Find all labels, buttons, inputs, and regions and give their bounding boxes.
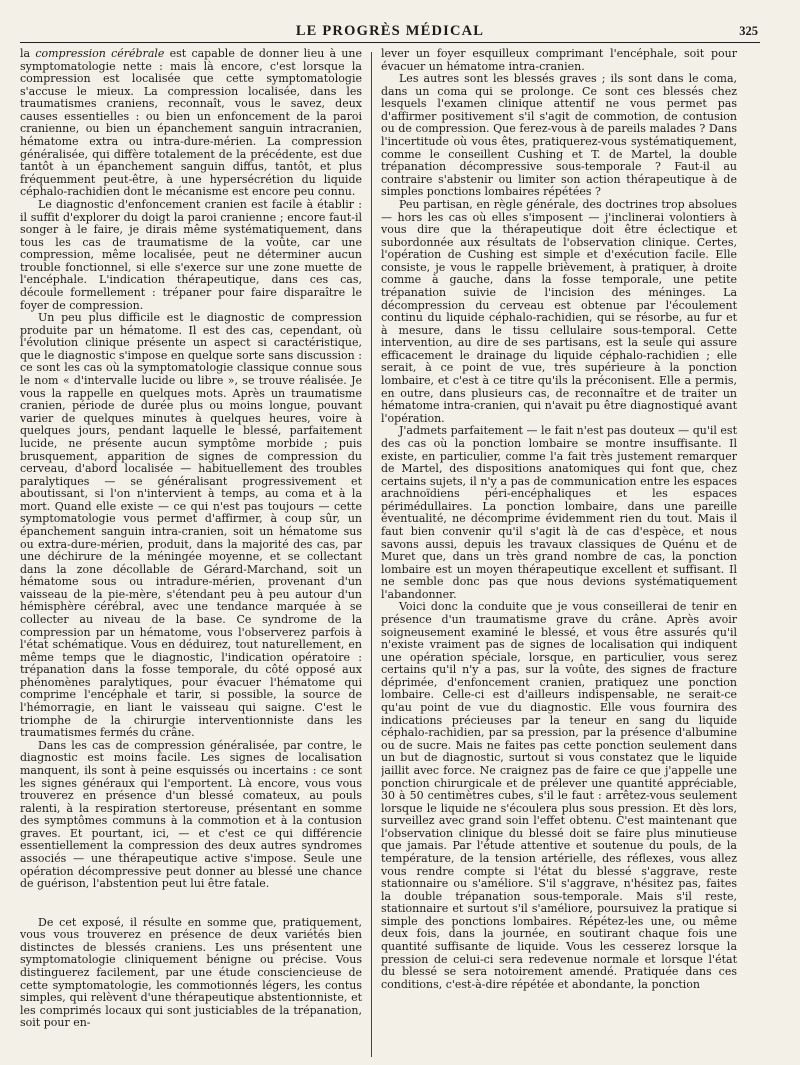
italic-term: compression cérébrale [35, 48, 165, 60]
column-divider [371, 52, 372, 1057]
paragraph: Un peu plus difficile est le diagnostic de compression produite par un hématome. Il est des cas, cependant, où l'évolution clinique présente un aspect si caractéristique, que le diagnostic s'impose en quelque sorte sans discussion : ce sont les cas où la symptomatologie classique connue sous le nom « d'intervalle lucide ou libre », se trouve réalisée. Je vous la rappelle en quelques mots. Après un traumatisme cranien, période de durée plus ou moins longue, pouvant varier de quelques minutes à quelques heures, voire à quelques jours, pendant laquelle le blessé, parfaitement lucide, ne présente aucun symptôme morbide ; puis brusquement, apparition de signes de compression du cerveau, d'abord localisée — habituellement des troubles paralytiques — se généralisant progressivement et aboutissant, si l'on n'intervient à temps, au coma et à la mort. Quand elle existe — ce qui n'est pas toujours — cette symptomatologie vous permet d'affirmer, à coup sûr, un épanchement sanguin intra-cranien, soit un hématome sus ou extra-dure-mérien, produit, dans la majorité des cas, par une déchirure de la méningée moyenne, et se collectant dans la zone décollable de Gérard-Marchand, soit un hématome sous ou intradure-mérien, provenant d'un vaisseau de la pie-mère, s'étendant peu à peu autour d'un hémisphère cérébral, avec une tendance marquée à se collecter au niveau de la base. Ce syndrome de la compression par un hématome, vous l'observerez parfois à l'état schématique. Vous en déduirez, tout naturellement, en même temps que le diagnostic, l'indication opératoire : trépanation dans la fosse temporale, du côté opposé aux phénomènes paralytiques, pour évacuer l'hématome qui comprime l'encéphale et tarir, si possible, la source de l'hémorragie, en liant le vaisseau qui saigne. C'est le triomphe de la chirurgie interventionniste dans les traumatismes fermés du crâne. [20, 311, 362, 740]
journal-title: LE PROGRÈS MÉDICAL [295, 23, 485, 39]
paragraph: Dans les cas de compression généralisée, par contre, le diagnostic est moins facile. Les signes de localisation manquent, ils sont à peine esquissés ou incertains : ce sont les signes généraux qui l'emportent. Là encore, vous vous trouverez en présence d'un blessé comateux, au pouls ralenti, à la respiration stertoreuse, présentant en somme des symptômes communs à la commotion et à la contusion graves. Et pourtant, ici, — et c'est ce qui différencie essentiellement la compression des deux autres syndromes associés — une thérapeutique active s'impose. Seule une opération décompressive peut donner au blessé une chance de guérison, l'abstention peut lui être fatale. [20, 738, 362, 891]
page-header [20, 20, 760, 43]
paragraph: De cet exposé, il résulte en somme que, pratiquement, vous vous trouverez en présence de deux variétés bien distinctes de blessés craniens. Les uns présentent une symptomatologie cliniquement bénigne ou précise. Vous distinguerez facilement, par une étude consciencieuse de cette symptomatologie, les commotionnés légers, les contus simples, qui relèvent d'une thérapeutique abstentionniste, et les comprimés locaux qui sont justiciables de la trépanation, soit pour en- [20, 915, 362, 1030]
right-column [381, 48, 737, 1055]
paragraph: Le diagnostic d'enfoncement cranien est facile à établir : il suffit d'explorer du doigt la paroi cranienne ; encore faut-il songer à le faire, je dirais même systématiquement, dans tous les cas de traumatisme de la voûte, car une compression, même localisée, peut ne déterminer aucun trouble fonctionnel, si elle s'exerce sur une zone muette de l'encéphale. L'indication thérapeutique, dans ces cas, découle formellement : trépaner pour faire disparaître le foyer de compression. [20, 197, 362, 312]
left-column [20, 48, 362, 1055]
paragraph: Les autres sont les blessés graves ; ils sont dans le coma, dans un coma qui se prolonge. Ce sont ces blessés chez lesquels l'examen clinique attentif ne vous permet pas d'affirmer positivement s'il s'agit de commotion, de contusion ou de compression. Que ferez-vous à de pareils malades ? Dans l'incertitude où vous êtes, pratiquerez-vous systématiquement, comme le conseillent Cushing et T. de Martel, la double trépanation décompressive sous-temporale ? Faut-il au contraire s'abstenir ou limiter son action thérapeutique à de simples ponctions lombaires répétées ? [381, 72, 737, 199]
paragraph: la compression cérébrale est capable de donner lieu à une symptomatologie nette : mais là encore, c'est lorsque la compression est localisée que cette symptomatologie s'accuse le mieux. La compression localisée, dans les traumatismes craniens, reconnaît, vous le savez, deux causes essentielles : ou bien un enfoncement de la paroi cranienne, ou bien un épanchement sanguin intracranien, hématome extra ou intra-dure-mérien. La compression généralisée, qui diffère totalement de la précédente, est due tantôt à un épanchement sanguin diffus, tantôt, et plus fréquemment peut-être, à une hypersécrétion du liquide céphalo-rachidien dont le mécanisme est encore peu connu. [20, 48, 362, 199]
page-number: 325 [739, 24, 758, 38]
paragraph: Peu partisan, en règle générale, des doctrines trop absolues — hors les cas où elles s'imposent — j'inclinerai volontiers à vous dire que la thérapeutique doit être éclectique et subordonnée aux résultats de l'observation clinique. Certes, l'opération de Cushing est simple et d'exécution facile. Elle consiste, je vous le rappelle brièvement, à pratiquer, à droite comme à gauche, dans la fosse temporale, une petite trépanation suivie de l'incision des méninges. La décompression du cerveau est obtenue par l'écoulement continu du liquide céphalo-rachidien, qui se résorbe, au fur et à mesure, dans le tissu cellulaire sous-temporal. Cette intervention, au dire de ses partisans, est la seule qui assure efficacement le drainage du liquide céphalo-rachidien ; elle serait, à ce point de vue, très supérieure à la ponction lombaire, et c'est à ce titre qu'ils la préconisent. Elle a permis, en outre, dans plusieurs cas, de reconnaître et de traiter un hématome intra-cranien, qui n'avait pu être diagnostiqué avant l'opération. [381, 197, 737, 425]
paragraph: lever un foyer esquilleux comprimant l'encéphale, soit pour évacuer un hématome intra-cranien. [381, 48, 737, 73]
paragraph: Voici donc la conduite que je vous conseillerai de tenir en présence d'un traumatisme grave du crâne. Après avoir soigneusement examiné le blessé, et vous être assurés qu'il n'existe vraiment pas de signes de localisation qui indiquent une opération spéciale, lorsque, en particulier, vous serez certains qu'il n'y a pas, sur la voûte, des signes de fracture déprimée, d'enfoncement cranien, pratiquez une ponction lombaire. Celle-ci est d'ailleurs indispensable, ne serait-ce qu'au point de vue du diagnostic. Elle vous fournira des indications précieuses par la teneur en sang du liquide céphalo-rachidien, par sa pression, par la présence d'albumine ou de sucre. Mais ne faites pas cette ponction seulement dans un but de diagnostic, surtout si vous constatez que le liquide jaillit avec force. Ne craignez pas de faire ce que j'appelle une ponction chirurgicale et de prélever une quantité appréciable, 30 à 50 centimètres cubes, s'il le faut : arrêtez-vous seulement lorsque le liquide ne s'écoulera plus sous pression. Et dès lors, surveillez avec grand soin l'effet obtenu. C'est maintenant que l'observation clinique du blessé doit se faire plus minutieuse que jamais. Par l'étude attentive et soutenue du pouls, de la température, de la tension artérielle, des réflexes, vous allez vous rendre compte si l'état du blessé s'aggrave, reste stationnaire ou s'améliore. S'il s'aggrave, n'hésitez pas, faites la double trépanation sous-temporale. Mais s'il reste, stationnaire et surtout s'il s'améliore, poursuivez la pratique si simple des ponctions lombaires. Répétez-les une, ou même deux fois, dans la journée, en soutirant chaque fois une quantité suffisante de liquide. Vous les cesserez lorsque la pression de celui-ci sera redevenue normale et lorsque l'état du blessé se sera notoirement amendé. Pratiquée dans ces conditions, c'est-à-dire répétée et abondante, la ponction [381, 600, 737, 991]
paragraph: J'admets parfaitement — le fait n'est pas douteux — qu'il est des cas où la ponction lombaire se montre insuffisante. Il existe, en particulier, comme l'a fait très justement remarquer de Martel, des dispositions anatomiques qui font que, chez certains sujets, il n'y a pas de communication entre les espaces arachnoïdiens péri-encéphaliques et les espaces périmédullaires. La ponction lombaire, dans une pareille éventualité, ne décomprime évidemment rien du tout. Mais il faut bien convenir qu'il s'agit là de cas d'espèce, et nous savons aussi, depuis les travaux classiques de Quénu et de Muret que, dans un très grand nombre de cas, la ponction lombaire est un moyen thérapeutique excellent et suffisant. Il ne semble donc pas que nous devions systématiquement l'abandonner. [381, 424, 737, 601]
